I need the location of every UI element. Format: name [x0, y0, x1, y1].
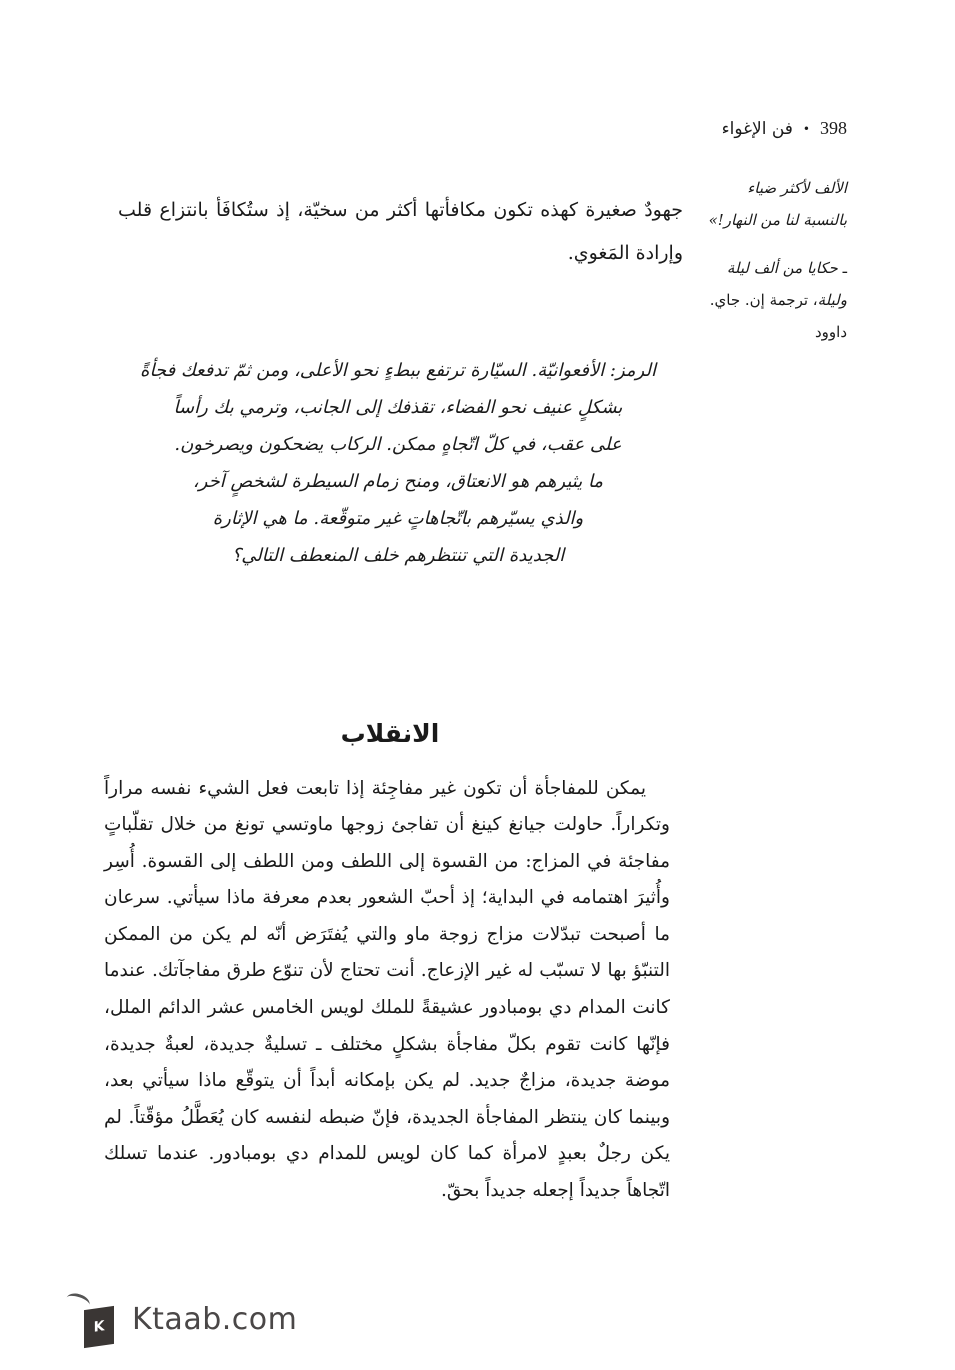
margin-quote: الألف لأكثر ضياء بالنسبة لنا من النهار!»	[708, 179, 847, 229]
watermark-logo[interactable]	[60, 1290, 297, 1348]
symbol-line: والذي يسيّرهم باتّجاهاتٍ غير متوقّعة. ما هي الإثارة	[212, 508, 584, 529]
section-heading: الانقلاب	[340, 718, 440, 748]
running-head	[722, 118, 847, 139]
source-title: حكايا من ألف ليلة وليلة	[726, 259, 847, 309]
separator-bullet: •	[802, 121, 810, 136]
book-title: فن الإغواء	[721, 118, 793, 139]
symbol-line: الرمز: الأفعوانيّة. السيّارة ترتفع ببطءٍ نحو الأعلى، ومن ثمّ تدفعك فجأةً	[140, 360, 656, 381]
symbol-line: على عقب، في كلّ اتّجاهٍ ممكن. الركاب يضحكون ويصرخون.	[174, 434, 622, 455]
book-icon: K	[60, 1290, 118, 1348]
symbol-paragraph	[118, 352, 678, 574]
watermark-site-name: Ktaab.com	[132, 1301, 298, 1337]
symbol-line: ما يثيرهم هو الانعتاق، ومنح زمام السيطرة لشخصٍ آخر،	[192, 471, 604, 492]
symbol-line: الجديدة التي تنتظرهم خلف المنعطف التالي؟	[231, 545, 565, 566]
section-body: يمكن للمفاجأة أن تكون غير مفاجِئة إذا تابعت فعل الشيء نفسه مراراً وتكراراً. حاولت جيانغ كينغ أن تفاجئ زوجها ماوتسي تونغ من خلال تقلّباتٍ مفاجئة في المزاج: من القسوة إلى اللطف ومن اللطف إلى القسوة. أُسِر وأُثيرَ اهتمامه في البداية؛ إذ أحبّ الشعور بعدم معرفة ماذا سيأتي. سرعان ما أصبحت تبدّلات مزاج زوجة ماو والتي يُفتَرَض أنّه لم يكن من الممكن التنبّؤ بها لا تسبّب له غير الإزعاج. أنت تحتاج لأن تنوّع طرق مفاجآتك. عندما كانت المدام دي بومبادور عشيقةً للملك لويس الخامس عشر الدائم الملل، فإنّها كانت تقوم بكلّ مفاجأة بشكلٍ مختلف ـ تسليةٌ جديدة، لعبةٌ جديدة، موضة جديدة، مزاجٌ جديد. لم يكن بإمكانه أبداً أن يتوقّع ماذا سيأتي بعد، وبينما كان ينتظر المفاجأة الجديدة، فإنّ ضبطه لنفسه كان يُعَطَّلُ مؤقّتاً. لم يكن رجلٌ بعبدٍ لامرأة كما كان لويس للمدام دي بومبادور. عندما تسلك اتّجاهاً جديداً إجعله جديداً بحقّ.	[104, 777, 670, 1202]
margin-attribution: ـ حكايا من ألف ليلة وليلة، ترجمة إن. جاي. داوود	[709, 259, 847, 341]
margin-note	[707, 172, 847, 348]
intro-paragraph: جهودٌ صغيرة كهذه تكون مكافأتها أكثر من سخيّة، إذ ستُكافَأ بانتزاع قلب وإرادة المَغوي.	[118, 199, 683, 264]
symbol-line: بشكلٍ عنيف نحو الفضاء، تقذفك إلى الجانب، وترمي بك رأساً	[173, 397, 623, 418]
page-number: 398	[820, 118, 847, 138]
